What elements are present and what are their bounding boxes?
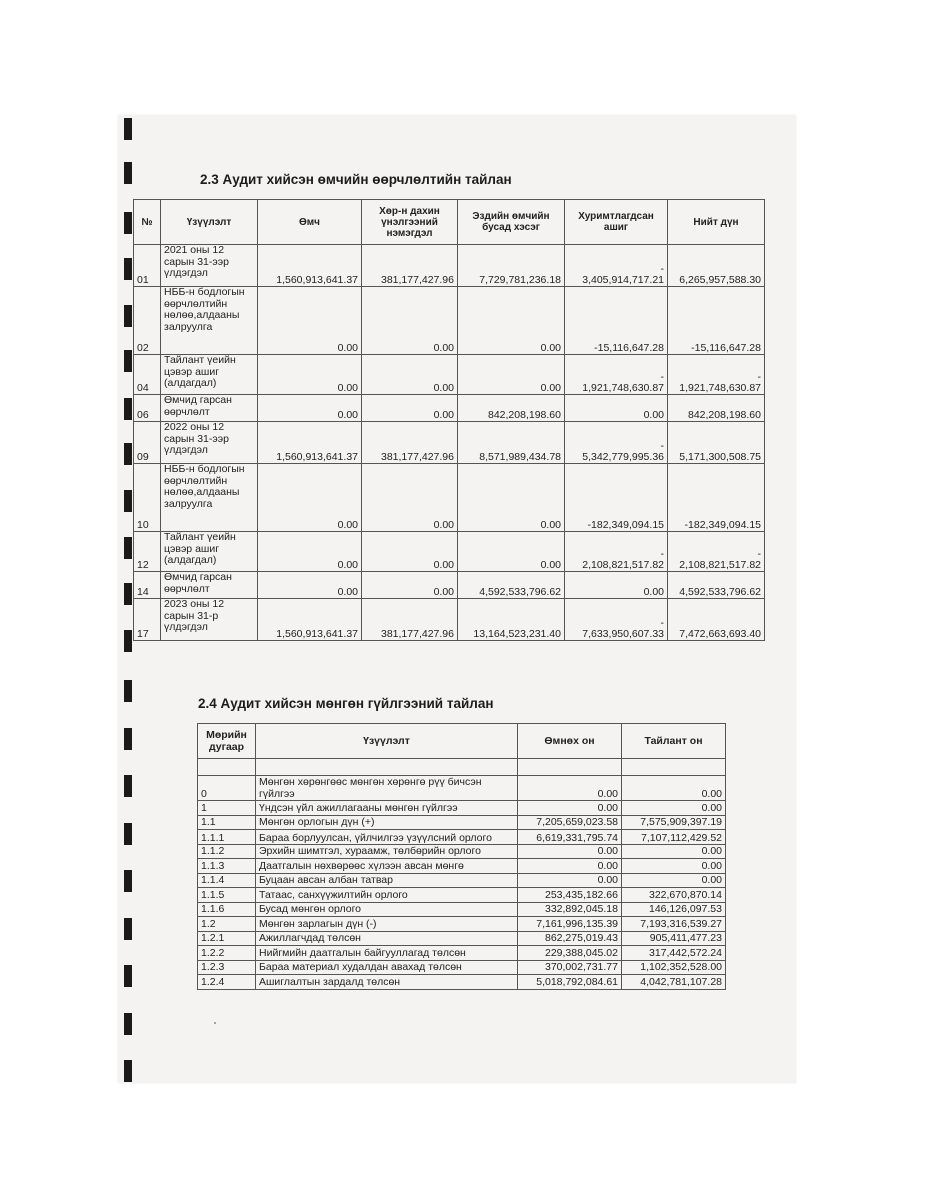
column-header: Өмч: [258, 200, 362, 245]
row-number: 1.1.4: [198, 873, 256, 888]
amount-text: -15,116,647.28: [691, 342, 761, 354]
other-equity-value: 0.00: [458, 355, 565, 395]
amount-text: 5,342,779,995.36: [582, 451, 664, 463]
total-value: [668, 422, 765, 464]
retained-earnings-value: [565, 532, 668, 572]
retained-earnings-value: [565, 572, 668, 599]
previous-year-value: [518, 759, 622, 776]
amount-text: -182,349,094.15: [684, 519, 761, 531]
table-row: [198, 830, 726, 845]
current-year-value: 146,126,097.53: [622, 902, 726, 917]
current-year-value: 0.00: [622, 859, 726, 874]
total-value: [668, 464, 765, 532]
current-year-value: 4,042,781,107.28: [622, 975, 726, 990]
table-row: [198, 776, 726, 801]
row-number: 1: [198, 801, 256, 816]
revaluation-value: 0.00: [362, 355, 458, 395]
revaluation-value: 381,177,427.96: [362, 422, 458, 464]
row-number: 1.1.1: [198, 830, 256, 845]
row-number: 1.2.3: [198, 960, 256, 975]
row-label: Тайлант үеийн цэвэр ашиг (алдагдал): [161, 355, 258, 395]
row-label: Үндсэн үйл ажиллагааны мөнгөн гүйлгээ: [256, 801, 518, 816]
column-header: Өмнөх он: [518, 724, 622, 759]
table-row: [198, 815, 726, 830]
revaluation-value: 0.00: [362, 532, 458, 572]
previous-year-value: 0.00: [518, 859, 622, 874]
row-label: Мөнгөн орлогын дүн (+): [256, 815, 518, 830]
column-header: Үзүүлэлт: [256, 724, 518, 759]
row-number: 06: [134, 395, 161, 422]
binder-hole-mark: [124, 398, 132, 420]
row-label: Өмчид гарсан өөрчлөлт: [161, 395, 258, 422]
binder-hole-mark: [124, 118, 132, 140]
other-equity-value: 8,571,989,434.78: [458, 422, 565, 464]
equity-value: 1,560,913,641.37: [258, 599, 362, 641]
binder-hole-mark: [124, 823, 132, 845]
row-number: 1.1.2: [198, 844, 256, 859]
total-value: [668, 395, 765, 422]
previous-year-value: 0.00: [518, 801, 622, 816]
table-row: [134, 572, 765, 599]
amount-text: 0.00: [643, 409, 664, 421]
binder-hole-mark: [124, 537, 132, 559]
table-row: [134, 464, 765, 532]
amount-text: 5,171,300,508.75: [679, 451, 761, 463]
binder-hole-mark: [124, 258, 132, 280]
row-label: Ашиглалтын зардалд төлсөн: [256, 975, 518, 990]
equity-changes-table: [133, 199, 765, 641]
amount-text: -15,116,647.28: [594, 342, 664, 354]
current-year-value: 0.00: [622, 873, 726, 888]
dash-mark: -: [660, 263, 664, 275]
row-label: Буцаан авсан албан татвар: [256, 873, 518, 888]
table-row: [198, 888, 726, 903]
dash-mark: -: [660, 371, 664, 383]
equity-value: 0.00: [258, 355, 362, 395]
row-number: 1.2.1: [198, 931, 256, 946]
column-header: Үзүүлэлт: [161, 200, 258, 245]
row-label: 2023 оны 12 сарын 31-р үлдэгдэл: [161, 599, 258, 641]
dash-mark: -: [757, 548, 761, 560]
binder-hole-mark: [124, 490, 132, 512]
table-row: [134, 599, 765, 641]
total-value: [668, 355, 765, 395]
current-year-value: 0.00: [622, 801, 726, 816]
amount-text: 7,472,663,693.40: [679, 628, 761, 640]
binder-hole-mark: [124, 965, 132, 987]
equity-value: 1,560,913,641.37: [258, 422, 362, 464]
row-label: Татаас, санхүүжилтийн орлого: [256, 888, 518, 903]
retained-earnings-value: [565, 245, 668, 287]
table-row: [134, 532, 765, 572]
row-label: Бараа материал худалдан авахад төлсөн: [256, 960, 518, 975]
binder-hole-mark: [124, 1013, 132, 1035]
row-number: 09: [134, 422, 161, 464]
row-number: 02: [134, 287, 161, 355]
binder-hole-mark: [124, 680, 132, 702]
row-number: [198, 759, 256, 776]
table-row: [134, 355, 765, 395]
previous-year-value: 253,435,182.66: [518, 888, 622, 903]
binder-hole-mark: [124, 1060, 132, 1082]
table-row: [198, 917, 726, 932]
amount-text: 0.00: [643, 586, 664, 598]
binder-hole-mark: [124, 443, 132, 465]
previous-year-value: 0.00: [518, 776, 622, 801]
previous-year-value: 370,002,731.77: [518, 960, 622, 975]
dash-mark: -: [757, 371, 761, 383]
binder-hole-mark: [124, 305, 132, 327]
binder-hole-mark: [124, 918, 132, 940]
table-header-row: [198, 724, 726, 759]
row-number: 1.1.3: [198, 859, 256, 874]
previous-year-value: 862,275,019.43: [518, 931, 622, 946]
row-number: 1.2.2: [198, 946, 256, 961]
amount-text: 3,405,914,717.21: [582, 274, 664, 286]
row-number: 04: [134, 355, 161, 395]
cash-flow-table: [197, 723, 726, 990]
revaluation-value: 0.00: [362, 287, 458, 355]
table-row: [134, 422, 765, 464]
row-number: 1.1.6: [198, 902, 256, 917]
current-year-value: 0.00: [622, 844, 726, 859]
binder-hole-mark: [124, 162, 132, 184]
row-number: 1.2.4: [198, 975, 256, 990]
previous-year-value: 7,161,996,135.39: [518, 917, 622, 932]
revaluation-value: 0.00: [362, 464, 458, 532]
column-header: Нийт дүн: [668, 200, 765, 245]
current-year-value: 905,411,477.23: [622, 931, 726, 946]
row-label: Эрхийн шимтгэл, хураамж, төлбөрийн орлого: [256, 844, 518, 859]
column-header: Хуримтлагдсан ашиг: [565, 200, 668, 245]
row-label: Бусад мөнгөн орлого: [256, 902, 518, 917]
current-year-value: 7,193,316,539.27: [622, 917, 726, 932]
current-year-value: [622, 759, 726, 776]
binder-hole-mark: [124, 350, 132, 372]
row-number: 1.2: [198, 917, 256, 932]
total-value: [668, 572, 765, 599]
retained-earnings-value: [565, 464, 668, 532]
dash-mark: -: [660, 440, 664, 452]
revaluation-value: 381,177,427.96: [362, 245, 458, 287]
table-row: [134, 245, 765, 287]
current-year-value: 317,442,572.24: [622, 946, 726, 961]
table-row: [198, 759, 726, 776]
current-year-value: 7,107,112,429.52: [622, 830, 726, 845]
column-header: №: [134, 200, 161, 245]
table-row: [198, 946, 726, 961]
amount-text: 2,108,821,517.82: [679, 559, 761, 571]
dash-mark: -: [660, 548, 664, 560]
row-label: Өмчид гарсан өөрчлөлт: [161, 572, 258, 599]
table-row: [134, 395, 765, 422]
revaluation-value: 0.00: [362, 572, 458, 599]
other-equity-value: 13,164,523,231.40: [458, 599, 565, 641]
retained-earnings-value: [565, 287, 668, 355]
amount-text: 1,921,748,630.87: [582, 382, 664, 394]
row-label: Мөнгөн хөрөнгөөс мөнгөн хөрөнгө рүү бичсэн гүйлгээ: [256, 776, 518, 801]
table-row: [198, 931, 726, 946]
row-number: 01: [134, 245, 161, 287]
table-row: [198, 873, 726, 888]
row-label: НББ-н бодлогын өөрчлөлтийн нөлөө,алдааны залруулга: [161, 464, 258, 532]
row-label: Бараа борлуулсан, үйлчилгээ үзүүлсний орлого: [256, 830, 518, 845]
current-year-value: 7,575,909,397.19: [622, 815, 726, 830]
amount-text: 6,265,957,588.30: [679, 274, 761, 286]
table-row: [198, 801, 726, 816]
previous-year-value: 6,619,331,795.74: [518, 830, 622, 845]
binder-hole-mark: [124, 630, 132, 652]
binder-hole-mark: [124, 212, 132, 234]
revaluation-value: 0.00: [362, 395, 458, 422]
table-row: [198, 960, 726, 975]
column-header: Хөр-н дахин үнэлгээний нэмэгдэл: [362, 200, 458, 245]
binder-hole-mark: [124, 870, 132, 892]
table-row: [198, 859, 726, 874]
previous-year-value: 7,205,659,023.58: [518, 815, 622, 830]
row-number: 12: [134, 532, 161, 572]
total-value: [668, 287, 765, 355]
total-value: [668, 245, 765, 287]
row-label: Даатгалын нөхвөрөөс хүлээн авсан мөнгө: [256, 859, 518, 874]
row-number: 17: [134, 599, 161, 641]
row-number: 14: [134, 572, 161, 599]
previous-year-value: 332,892,045.18: [518, 902, 622, 917]
amount-text: 842,208,198.60: [688, 409, 761, 421]
row-label: 2022 оны 12 сарын 31-ээр үлдэгдэл: [161, 422, 258, 464]
previous-year-value: 229,388,045.02: [518, 946, 622, 961]
row-label: [256, 759, 518, 776]
retained-earnings-value: [565, 599, 668, 641]
other-equity-value: 842,208,198.60: [458, 395, 565, 422]
column-header: Тайлант он: [622, 724, 726, 759]
other-equity-value: 0.00: [458, 464, 565, 532]
binder-hole-mark: [124, 775, 132, 797]
row-label: Тайлант үеийн цэвэр ашиг (алдагдал): [161, 532, 258, 572]
other-equity-value: 4,592,533,796.62: [458, 572, 565, 599]
binder-hole-mark: [124, 583, 132, 605]
retained-earnings-value: [565, 422, 668, 464]
previous-year-value: 5,018,792,084.61: [518, 975, 622, 990]
table-row: [198, 844, 726, 859]
table-header-row: [134, 200, 765, 245]
row-number: 1.1: [198, 815, 256, 830]
row-label: 2021 оны 12 сарын 31-ээр үлдэгдэл: [161, 245, 258, 287]
equity-value: 0.00: [258, 572, 362, 599]
other-equity-value: 7,729,781,236.18: [458, 245, 565, 287]
amount-text: 7,633,950,607.33: [582, 628, 664, 640]
row-number: 0: [198, 776, 256, 801]
amount-text: -182,349,094.15: [587, 519, 664, 531]
current-year-value: 0.00: [622, 776, 726, 801]
equity-section-title: 2.3 Аудит хийсэн өмчийн өөрчлөлтийн тайлан: [200, 172, 512, 187]
current-year-value: 1,102,352,528.00: [622, 960, 726, 975]
total-value: [668, 532, 765, 572]
row-number: 10: [134, 464, 161, 532]
row-label: Нийгмийн даатгалын байгууллагад төлсөн: [256, 946, 518, 961]
equity-value: 0.00: [258, 464, 362, 532]
column-header: Мөрийн дугаар: [198, 724, 256, 759]
dash-mark: -: [660, 617, 664, 629]
row-number: 1.1.5: [198, 888, 256, 903]
equity-value: 1,560,913,641.37: [258, 245, 362, 287]
table-row: [198, 975, 726, 990]
binder-hole-mark: [124, 728, 132, 750]
row-label: НББ-н бодлогын өөрчлөлтийн нөлөө,алдааны залруулга: [161, 287, 258, 355]
equity-value: 0.00: [258, 532, 362, 572]
column-header: Эздийн өмчийн бусад хэсэг: [458, 200, 565, 245]
revaluation-value: 381,177,427.96: [362, 599, 458, 641]
other-equity-value: 0.00: [458, 532, 565, 572]
current-year-value: 322,670,870.14: [622, 888, 726, 903]
equity-value: 0.00: [258, 287, 362, 355]
retained-earnings-value: [565, 355, 668, 395]
retained-earnings-value: [565, 395, 668, 422]
amount-text: 2,108,821,517.82: [582, 559, 664, 571]
scan-speck: [214, 1022, 216, 1024]
table-row: [134, 287, 765, 355]
table-row: [198, 902, 726, 917]
row-label: Мөнгөн зарлагын дүн (-): [256, 917, 518, 932]
cash-section-title: 2.4 Аудит хийсэн мөнгөн гүйлгээний тайлан: [198, 696, 494, 711]
row-label: Ажиллагчдад төлсөн: [256, 931, 518, 946]
other-equity-value: 0.00: [458, 287, 565, 355]
equity-value: 0.00: [258, 395, 362, 422]
amount-text: 4,592,533,796.62: [679, 586, 761, 598]
amount-text: 1,921,748,630.87: [679, 382, 761, 394]
total-value: [668, 599, 765, 641]
previous-year-value: 0.00: [518, 873, 622, 888]
previous-year-value: 0.00: [518, 844, 622, 859]
